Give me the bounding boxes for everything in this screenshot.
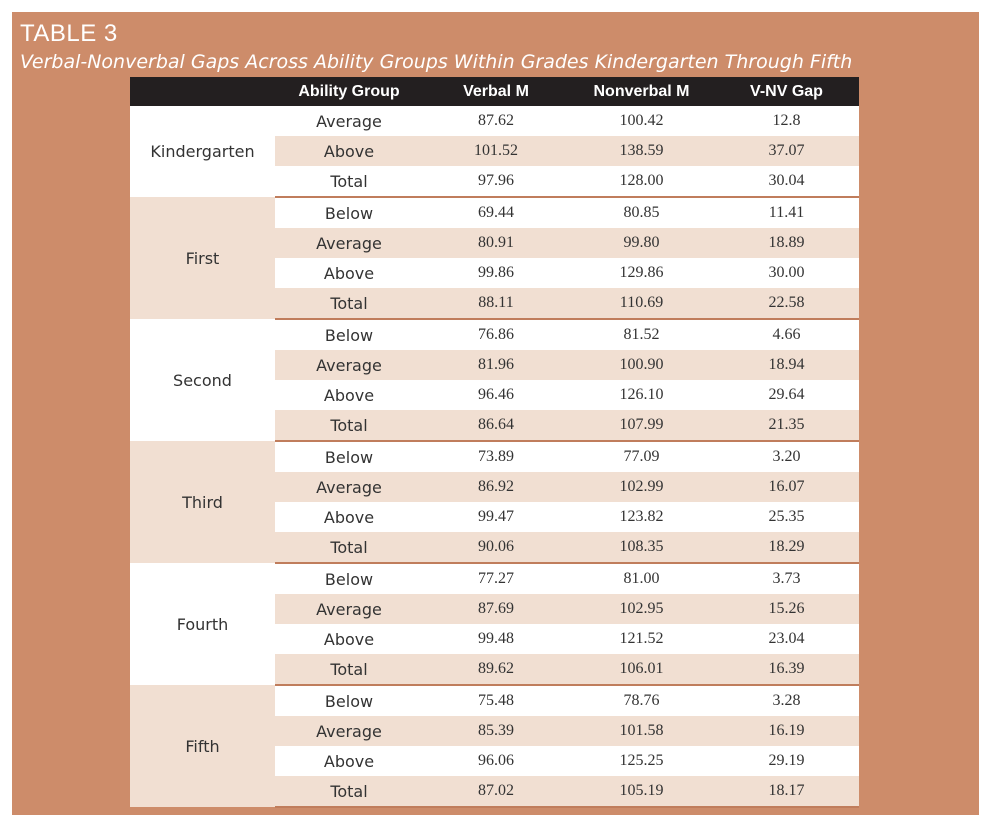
nonverbal-m-cell: 102.95	[569, 594, 714, 624]
ability-cell: Average	[275, 228, 423, 258]
table-row	[130, 441, 859, 472]
verbal-m-cell: 69.44	[423, 197, 569, 228]
ability-cell: Total	[275, 410, 423, 441]
verbal-m-cell: 80.91	[423, 228, 569, 258]
verbal-m-cell: 97.96	[423, 166, 569, 197]
ability-cell: Above	[275, 502, 423, 532]
table-body	[130, 106, 859, 807]
nonverbal-m-cell: 99.80	[569, 228, 714, 258]
grade-cell: Second	[130, 319, 275, 441]
vnv-gap-cell: 30.04	[714, 166, 859, 197]
vnv-gap-cell: 16.19	[714, 716, 859, 746]
ability-cell: Below	[275, 197, 423, 228]
nonverbal-m-cell: 105.19	[569, 776, 714, 807]
nonverbal-m-cell: 107.99	[569, 410, 714, 441]
vnv-gap-cell: 11.41	[714, 197, 859, 228]
verbal-m-cell: 99.86	[423, 258, 569, 288]
nonverbal-m-cell: 123.82	[569, 502, 714, 532]
ability-cell: Above	[275, 258, 423, 288]
nonverbal-m-cell: 138.59	[569, 136, 714, 166]
grade-cell: Kindergarten	[130, 106, 275, 197]
nonverbal-m-cell: 126.10	[569, 380, 714, 410]
nonverbal-m-cell: 106.01	[569, 654, 714, 685]
table-row	[130, 685, 859, 716]
verbal-m-cell: 101.52	[423, 136, 569, 166]
nonverbal-m-cell: 100.90	[569, 350, 714, 380]
verbal-m-cell: 86.64	[423, 410, 569, 441]
nonverbal-m-cell: 101.58	[569, 716, 714, 746]
table-panel	[12, 12, 979, 815]
nonverbal-m-cell: 81.00	[569, 563, 714, 594]
vnv-gap-cell: 23.04	[714, 624, 859, 654]
verbal-m-cell: 90.06	[423, 532, 569, 563]
ability-cell: Total	[275, 166, 423, 197]
vnv-gap-cell: 30.00	[714, 258, 859, 288]
ability-cell: Total	[275, 776, 423, 807]
verbal-m-cell: 99.48	[423, 624, 569, 654]
nonverbal-m-cell: 128.00	[569, 166, 714, 197]
verbal-m-cell: 75.48	[423, 685, 569, 716]
header-vnv-gap: V-NV Gap	[714, 77, 859, 106]
nonverbal-m-cell: 81.52	[569, 319, 714, 350]
verbal-m-cell: 87.69	[423, 594, 569, 624]
nonverbal-m-cell: 80.85	[569, 197, 714, 228]
vnv-gap-cell: 15.26	[714, 594, 859, 624]
ability-cell: Below	[275, 441, 423, 472]
verbal-m-cell: 87.62	[423, 106, 569, 136]
header-nonverbal-m: Nonverbal M	[569, 77, 714, 106]
ability-cell: Above	[275, 746, 423, 776]
nonverbal-m-cell: 78.76	[569, 685, 714, 716]
verbal-m-cell: 77.27	[423, 563, 569, 594]
table-row	[130, 319, 859, 350]
verbal-m-cell: 81.96	[423, 350, 569, 380]
ability-cell: Average	[275, 594, 423, 624]
header-row	[130, 77, 859, 106]
ability-cell: Above	[275, 380, 423, 410]
verbal-m-cell: 96.46	[423, 380, 569, 410]
verbal-m-cell: 89.62	[423, 654, 569, 685]
grade-cell: Fifth	[130, 685, 275, 807]
verbal-m-cell: 96.06	[423, 746, 569, 776]
ability-cell: Total	[275, 288, 423, 319]
header-verbal-m: Verbal M	[423, 77, 569, 106]
ability-cell: Average	[275, 472, 423, 502]
verbal-m-cell: 76.86	[423, 319, 569, 350]
table-label: TABLE 3	[20, 20, 118, 47]
table-row	[130, 563, 859, 594]
ability-cell: Below	[275, 563, 423, 594]
ability-cell: Total	[275, 654, 423, 685]
vnv-gap-cell: 12.8	[714, 106, 859, 136]
nonverbal-m-cell: 102.99	[569, 472, 714, 502]
verbal-m-cell: 73.89	[423, 441, 569, 472]
ability-cell: Above	[275, 624, 423, 654]
vnv-gap-cell: 16.39	[714, 654, 859, 685]
vnv-gap-cell: 16.07	[714, 472, 859, 502]
vnv-gap-cell: 18.17	[714, 776, 859, 807]
grade-cell: First	[130, 197, 275, 319]
nonverbal-m-cell: 108.35	[569, 532, 714, 563]
header-ability-group: Ability Group	[275, 77, 423, 106]
vnv-gap-cell: 21.35	[714, 410, 859, 441]
vnv-gap-cell: 29.64	[714, 380, 859, 410]
vnv-gap-cell: 3.73	[714, 563, 859, 594]
ability-cell: Average	[275, 716, 423, 746]
ability-cell: Above	[275, 136, 423, 166]
vnv-gap-cell: 18.89	[714, 228, 859, 258]
grade-cell: Third	[130, 441, 275, 563]
ability-cell: Total	[275, 532, 423, 563]
vnv-gap-cell: 37.07	[714, 136, 859, 166]
ability-cell: Average	[275, 350, 423, 380]
vnv-gap-cell: 25.35	[714, 502, 859, 532]
vnv-gap-cell: 3.20	[714, 441, 859, 472]
table-title: Verbal-Nonverbal Gaps Across Ability Groups Within Grades Kindergarten Through Fifth	[20, 51, 853, 73]
table-row	[130, 197, 859, 228]
nonverbal-m-cell: 100.42	[569, 106, 714, 136]
verbal-m-cell: 86.92	[423, 472, 569, 502]
verbal-m-cell: 88.11	[423, 288, 569, 319]
ability-cell: Below	[275, 685, 423, 716]
ability-cell: Below	[275, 319, 423, 350]
ability-cell: Average	[275, 106, 423, 136]
vnv-gap-cell: 29.19	[714, 746, 859, 776]
verbal-m-cell: 87.02	[423, 776, 569, 807]
vnv-gap-cell: 4.66	[714, 319, 859, 350]
nonverbal-m-cell: 110.69	[569, 288, 714, 319]
nonverbal-m-cell: 77.09	[569, 441, 714, 472]
header-grade	[130, 77, 275, 106]
verbal-m-cell: 99.47	[423, 502, 569, 532]
nonverbal-m-cell: 129.86	[569, 258, 714, 288]
nonverbal-m-cell: 125.25	[569, 746, 714, 776]
verbal-m-cell: 85.39	[423, 716, 569, 746]
nonverbal-m-cell: 121.52	[569, 624, 714, 654]
vnv-gap-cell: 18.94	[714, 350, 859, 380]
vnv-gap-cell: 22.58	[714, 288, 859, 319]
vnv-gap-cell: 3.28	[714, 685, 859, 716]
table-row	[130, 106, 859, 136]
data-table	[130, 77, 859, 808]
grade-cell: Fourth	[130, 563, 275, 685]
vnv-gap-cell: 18.29	[714, 532, 859, 563]
